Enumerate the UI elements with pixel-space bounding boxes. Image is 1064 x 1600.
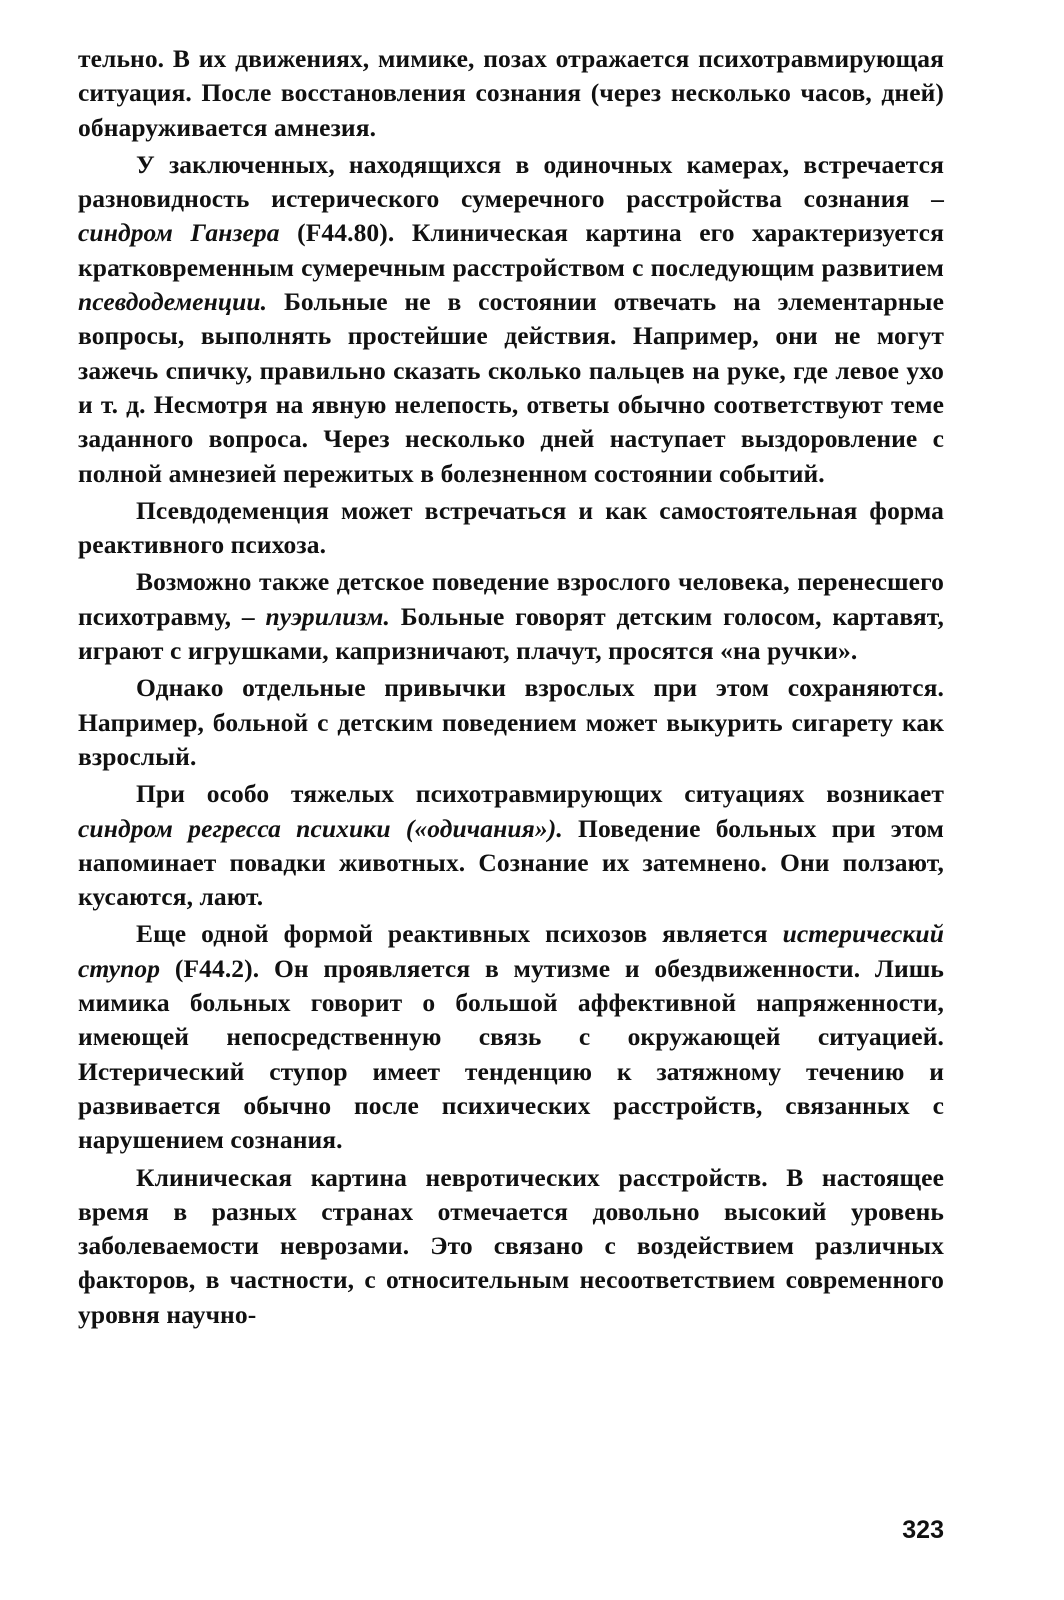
paragraph [78, 777, 944, 914]
paragraph [78, 671, 944, 774]
paragraph [78, 42, 944, 145]
paragraph-text: (F44.2). Он проявляется в мутизме и обездвиженности. Лишь мимика больных говорит о большой аффективной напряженности, имеющей непосредственную связь с окружающей ситуацией. Истерический ступор имеет тенденцию к затяжному течению и развивается обычно после психических расстройств, связанных с нарушением сознания. [78, 953, 944, 1155]
paragraph [78, 494, 944, 563]
paragraph-text: Возможно также детское поведение взрослого человека, перенесшего психотравму, – [78, 567, 944, 631]
italic-term: синдром Ганзера [78, 218, 280, 248]
paragraph-text: Еще одной формой реактивных психозов является [136, 919, 783, 949]
paragraph-text: У заключенных, находящихся в одиночных камерах, встречается разновидность истерического сумеречного расстройства сознания – [78, 149, 944, 214]
paragraph-text: При особо тяжелых психотравмирующих ситуациях возникает [136, 779, 944, 809]
paragraph [78, 148, 944, 491]
page-number: 323 [902, 1516, 944, 1544]
paragraph-text: Псевдодеменция может встречаться и как самостоятельная форма реактивного психоза. [78, 495, 944, 560]
paragraph-text: Поведение больных при этом напоминает повадки животных. Сознание их затемнено. Они ползают, кусаются, лают. [78, 813, 944, 912]
italic-term: истерический ступор [78, 919, 944, 983]
paragraph-text: Больные говорят детским голосом, картавят, играют с игрушками, капризничают, плачут, просятся «на ручки». [78, 601, 944, 666]
paragraph [78, 917, 944, 1157]
paragraph-text: Больные не в состоянии отвечать на элементарные вопросы, выполнять простейшие действия. Например, они не могут зажечь спичку, правильно сказать сколько пальцев на руке, где левое ухо и т. д. Несмотря на явную нелепость, ответы обычно соответствуют теме заданного вопроса. Через несколько дней наступает выздоровление с полной амнезией пережитых в болезненном состоянии событий. [78, 287, 944, 488]
paragraph-text: (F44.80). Клиническая картина его характеризуется кратковременным сумеречным расстройством с последующим развитием [78, 218, 944, 282]
italic-term: пуэрилизм. [265, 601, 390, 631]
paragraph-text: тельно. В их движениях, мимике, позах отражается психотравмирующая ситуация. После восстановления сознания (через несколько часов, дней) обнаруживается амнезия. [78, 44, 944, 142]
paragraph-text: В настоящее время в разных странах отмечается довольно высокий уровень заболеваемости неврозами. Это связано с воздействием различных факторов, в частности, с относительным несоответствием современного уровня научно- [78, 1162, 944, 1329]
paragraph [78, 565, 944, 668]
paragraph-text: Однако отдельные привычки взрослых при этом сохраняются. Например, больной с детским поведением может выкурить сигарету как взрослый. [78, 673, 944, 771]
italic-term: синдром регресса психики («одичания»). [78, 813, 563, 843]
paragraph [78, 1161, 944, 1332]
page-body-text [78, 42, 944, 1335]
section-heading: Клиническая картина невротических расстройств. [136, 1162, 768, 1192]
italic-term: псевдодеменции. [78, 287, 268, 317]
